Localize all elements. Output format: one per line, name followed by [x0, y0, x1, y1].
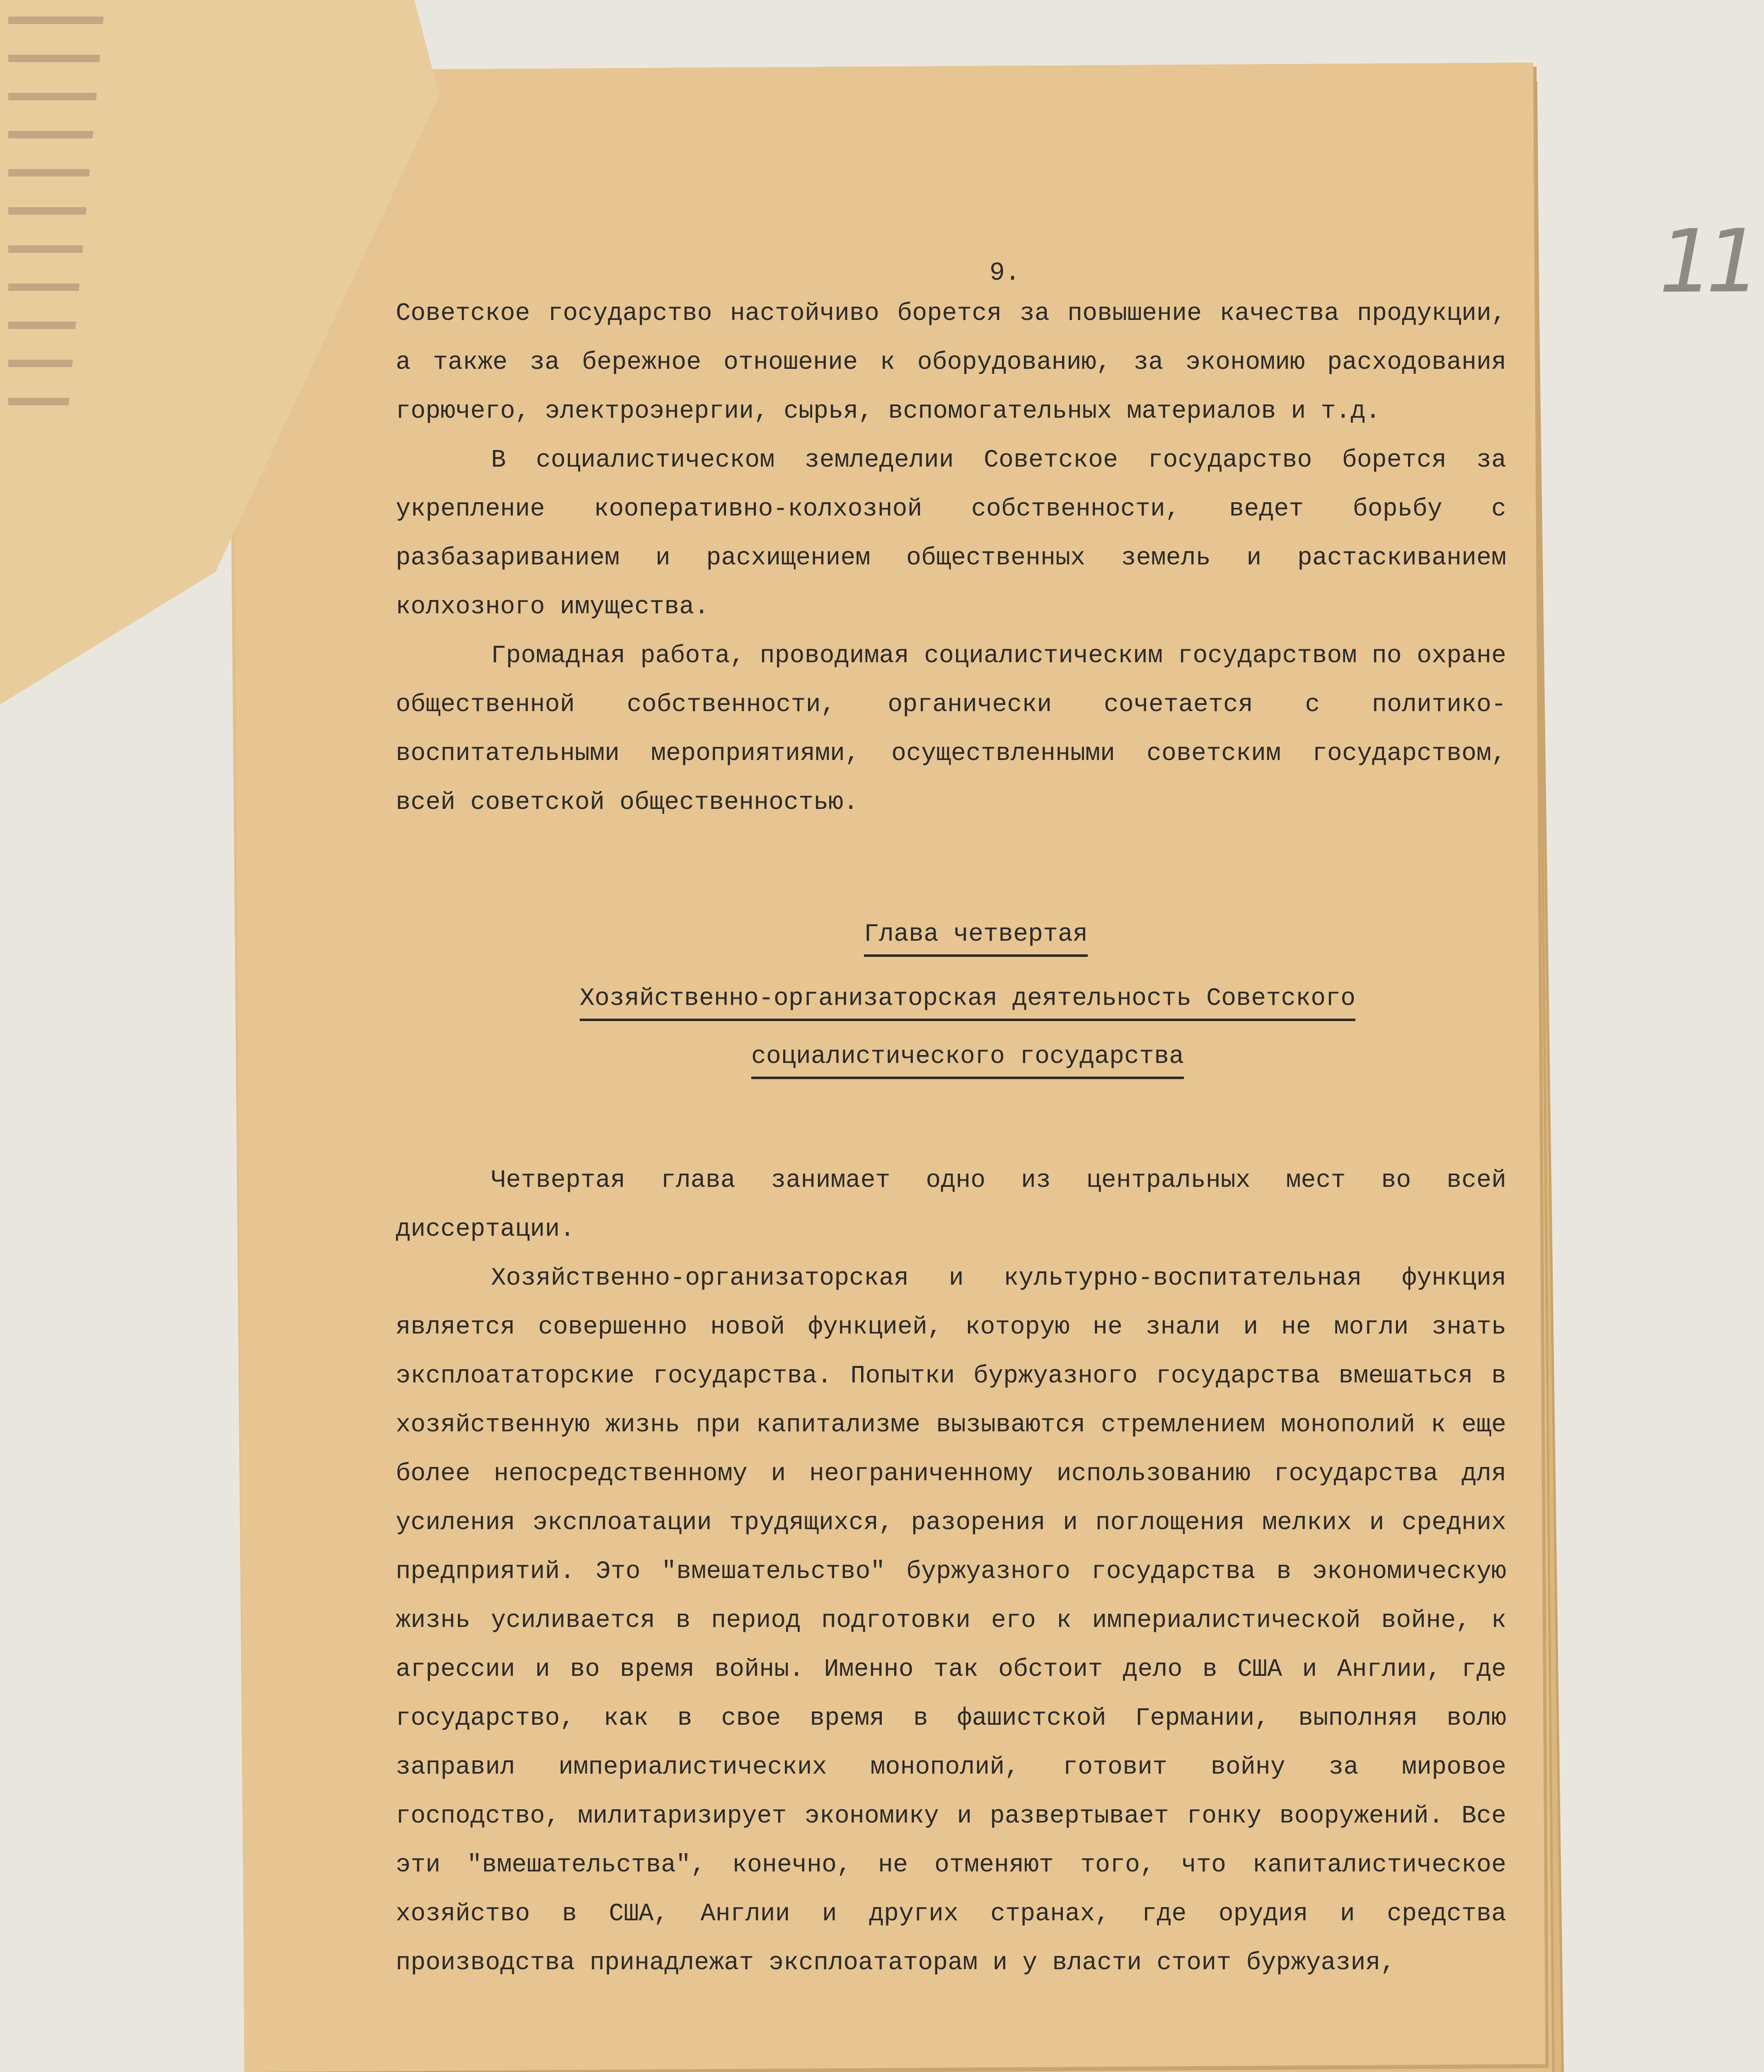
chapter-label-text: Глава четвертая: [864, 920, 1088, 957]
paragraph: В социалистическом земледелии Советское государство борется за укрепление кооперативно-колхозной собственности, ведет борьбу с разбазариванием и расхищением общественных земель и растаскиванием колхозного имущества.: [396, 446, 1506, 621]
previous-page-text-fragment: [8, 17, 104, 431]
page-number: 9.: [989, 258, 1021, 288]
paragraph: Хозяйственно-организаторская и культурно-воспитательная функция является совершенно новой функцией, которую не знали и не могли знать эксплоататорские государства. Попытки буржуазного государства вмешаться в хозяйственную жизнь при капитализме вызываются стремлением монополий к еще более непосредственному и неограниченному использованию государства для усиления эксплоатации трудящихся, разорения и поглощения мелких и средних предприятий. Это "вмешательство" буржуазного государства в экономическую жизнь усиливается в период подготовки его к империалистической войне, к агрессии и во время войны. Именно так обстоит дело в США и Англии, где государство, как в свое время в фашистской Германии, выполняя волю заправил империалистических монополий, готовит войну за мировое господство, милитаризирует экономику и развертывает гонку вооружений. Все эти "вмешательства", конечно, не отменяют того, что капиталистическое хозяйство в США, Англии и других странах, где орудия и средства производства принадлежат эксплоататорам и у власти стоит буржуазия,: [396, 1264, 1506, 1977]
chapter-title: [396, 970, 1506, 1086]
chapter-title-line-1: Хозяйственно-организаторская деятельность Советского: [580, 985, 1355, 1021]
paragraph: Советское государство настойчиво борется за повышение качества продукции, а также за бережное отношение к оборудованию, за экономию расходования горючего, электроэнергии, сырья, вспомогательных материалов и т.д.: [396, 300, 1506, 426]
paragraph: Четвертая глава занимает одно из центральных мест во всей диссертации.: [396, 1167, 1506, 1244]
page-content: [396, 249, 1506, 1987]
chapter-label: [396, 910, 1506, 959]
chapter-title-line-2: социалистического государства: [751, 1043, 1184, 1079]
section-spacer: [396, 1086, 1506, 1156]
paragraph: Громадная работа, проводимая социалистическим государством по охране общественной собственности, органически сочетается с политико-воспитательными мероприятиями, осуществленными советским государством, всей советской общественностью.: [396, 642, 1506, 817]
archive-folio-number: 11: [1658, 210, 1753, 312]
